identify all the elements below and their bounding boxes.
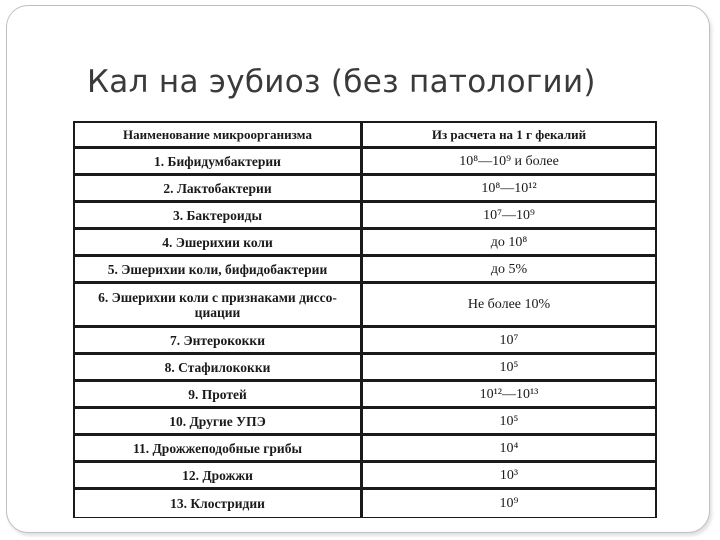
slide — [6, 5, 710, 533]
slide-title: Кал на эубиоз (без патологии) — [87, 64, 596, 100]
table-row — [75, 203, 655, 230]
table-row — [75, 149, 655, 176]
table-row — [75, 436, 655, 463]
table-row — [75, 382, 655, 409]
organism-value: 10⁸—10⁹ и более — [363, 149, 655, 176]
organism-value: 10³ — [363, 463, 655, 490]
organism-name: 8. Стафилококки — [75, 355, 363, 382]
table-row — [75, 284, 655, 328]
microflora-table — [73, 121, 657, 518]
organism-name: 9. Протей — [75, 382, 363, 409]
organism-value: 10⁵ — [363, 409, 655, 436]
table-row — [75, 230, 655, 257]
table-row — [75, 355, 655, 382]
column-header-organism: Наименование микроорганизма — [75, 123, 363, 149]
organism-name: 5. Эшерихии коли, бифидобактерии — [75, 257, 363, 284]
organism-value: 10⁴ — [363, 436, 655, 463]
organism-value: 10⁸—10¹² — [363, 176, 655, 203]
table-row — [75, 409, 655, 436]
organism-name: 7. Энтерококки — [75, 328, 363, 355]
table-row — [75, 328, 655, 355]
organism-value: 10⁹ — [363, 490, 655, 517]
organism-name: 12. Дрожжи — [75, 463, 363, 490]
table — [75, 123, 655, 517]
table-row — [75, 490, 655, 517]
organism-value: 10⁷—10⁹ — [363, 203, 655, 230]
organism-name: 4. Эшерихии коли — [75, 230, 363, 257]
organism-value: до 10⁸ — [363, 230, 655, 257]
column-header-amount: Из расчета на 1 г фекалий — [363, 123, 655, 149]
organism-name: 10. Другие УПЭ — [75, 409, 363, 436]
organism-name: 11. Дрожжеподобные грибы — [75, 436, 363, 463]
table-row — [75, 176, 655, 203]
organism-value: Не более 10% — [363, 284, 655, 328]
organism-value: 10¹²—10¹³ — [363, 382, 655, 409]
organism-name: 13. Клостридии — [75, 490, 363, 517]
organism-name: 1. Бифидумбактерии — [75, 149, 363, 176]
organism-value: 10⁵ — [363, 355, 655, 382]
organism-name: 3. Бактероиды — [75, 203, 363, 230]
organism-value: до 5% — [363, 257, 655, 284]
organism-name: 2. Лактобактерии — [75, 176, 363, 203]
table-row — [75, 463, 655, 490]
table-row — [75, 257, 655, 284]
table-header-row — [75, 123, 655, 149]
organism-name: 6. Эшерихии коли с признаками диссо-циации — [75, 284, 363, 328]
organism-value: 10⁷ — [363, 328, 655, 355]
